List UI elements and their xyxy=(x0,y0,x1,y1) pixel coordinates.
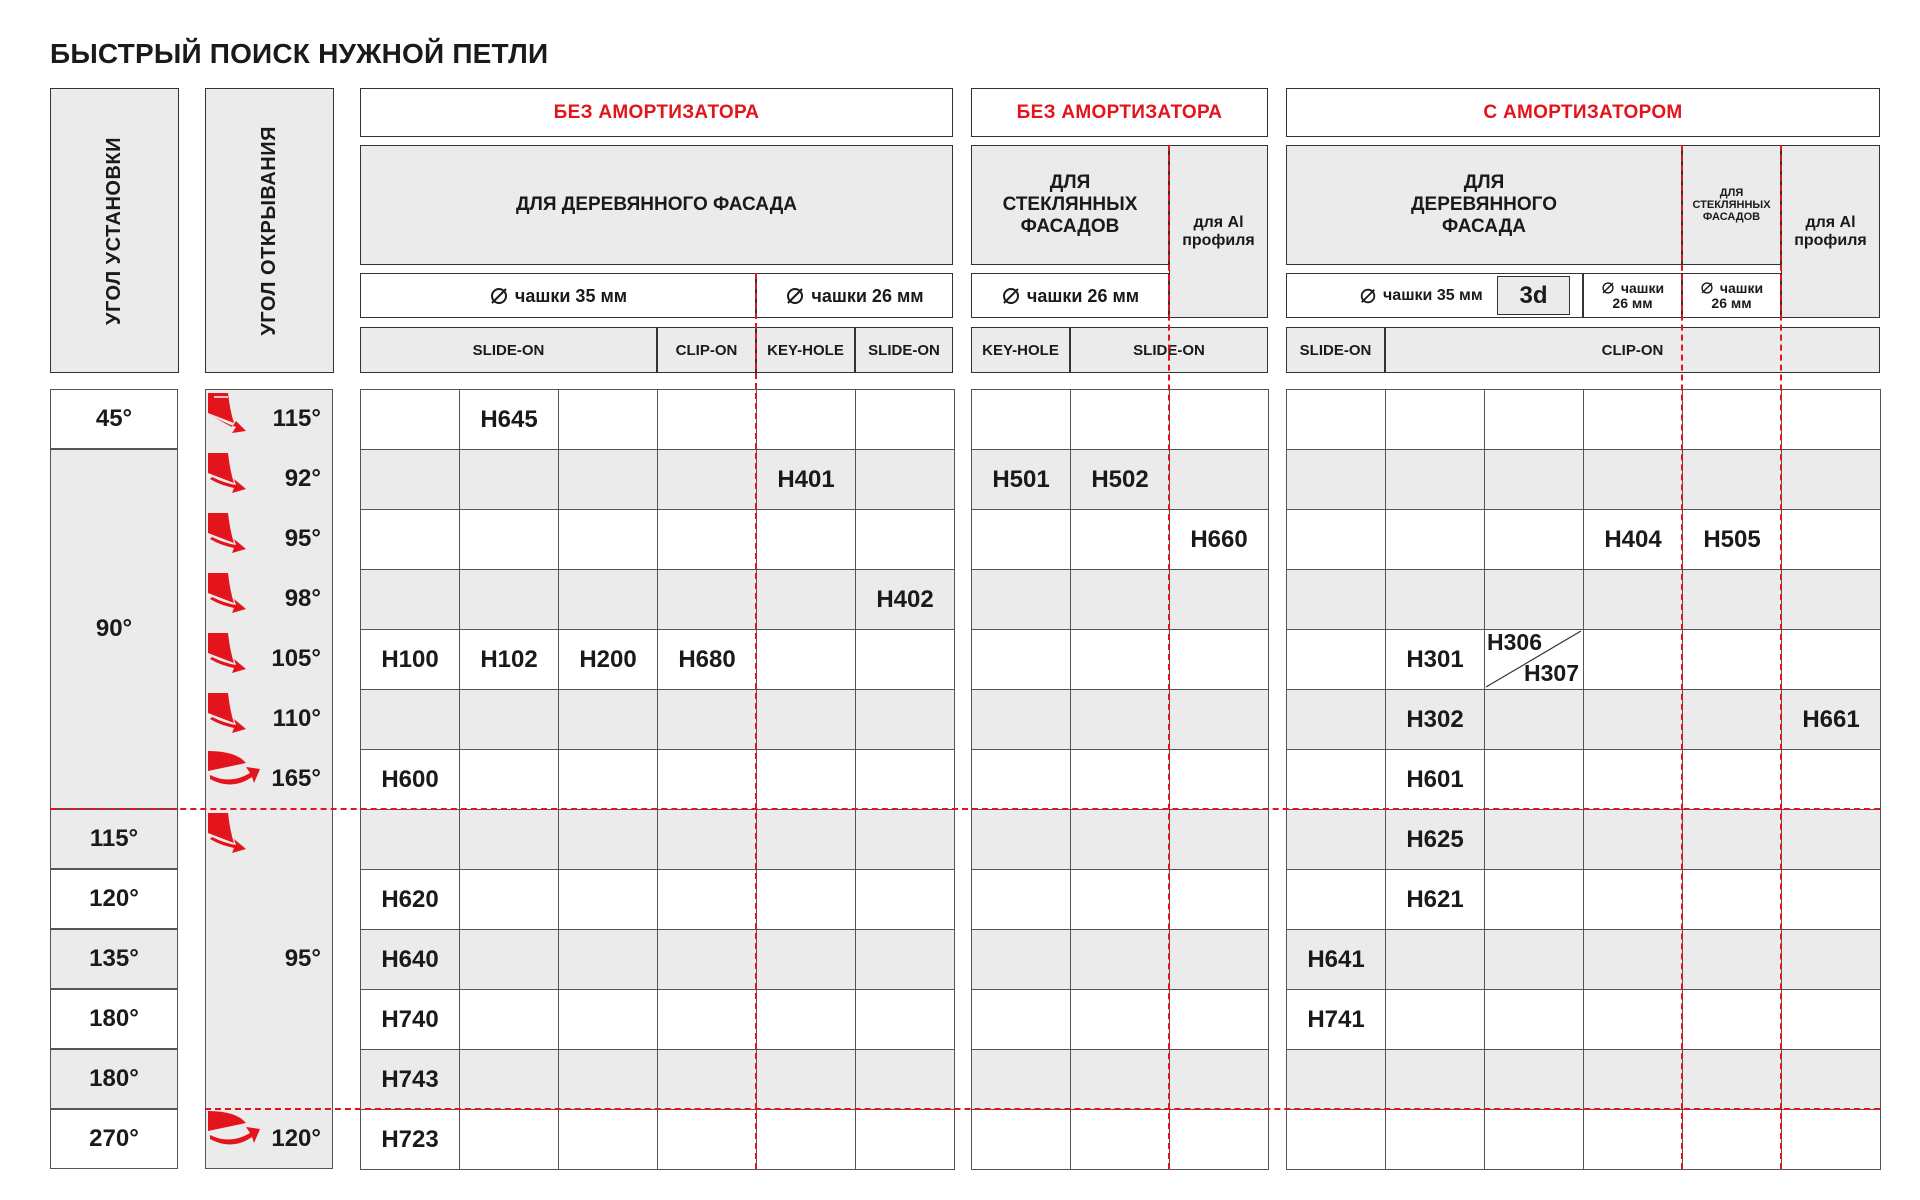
open-angle-120: 120° xyxy=(271,1125,321,1152)
hinge-angle-icon xyxy=(206,451,250,493)
grid-cell xyxy=(971,689,1071,750)
grid-cell xyxy=(971,929,1071,990)
diameter-icon xyxy=(1001,286,1021,306)
hinge-angle-icon xyxy=(206,511,250,553)
page-title: БЫСТРЫЙ ПОИСК НУЖНОЙ ПЕТЛИ xyxy=(50,38,549,69)
open-angle-165: 165° xyxy=(271,765,321,792)
grid-cell xyxy=(1070,749,1170,810)
grid-cell xyxy=(1682,389,1782,450)
grid-cell xyxy=(558,749,658,810)
grid-cell xyxy=(1169,749,1269,810)
grid-cell: H501 xyxy=(971,449,1071,510)
grid-cell xyxy=(1070,389,1170,450)
open-angle-label: УГОЛ ОТКРЫВАНИЯ xyxy=(258,125,280,336)
grid-cell xyxy=(1385,1049,1485,1110)
open-angle-95: 95° xyxy=(284,525,321,552)
grid-cell xyxy=(756,509,856,570)
grid-cell xyxy=(1583,869,1683,930)
grid-cell xyxy=(558,869,658,930)
cell-h306: H306 xyxy=(1487,629,1542,655)
grid-cell: H404 xyxy=(1583,509,1683,570)
separator-line xyxy=(1780,145,1782,1169)
grid-cell xyxy=(1169,389,1269,450)
grid-cell xyxy=(1484,989,1584,1050)
hinge-angle-icon xyxy=(206,631,250,673)
cup26-label: чашки 26 мм xyxy=(811,285,924,306)
grid-cell: H302 xyxy=(1385,689,1485,750)
g3-type-clip-on xyxy=(1385,327,1880,373)
grid-cell xyxy=(1169,449,1269,510)
grid-cell xyxy=(558,809,658,870)
group2-glass xyxy=(971,145,1169,265)
open-angle-105: 105° xyxy=(271,645,321,672)
grid-cell xyxy=(558,689,658,750)
grid-cell xyxy=(657,449,757,510)
grid-cell xyxy=(971,989,1071,1050)
grid-cell xyxy=(971,569,1071,630)
grid-cell xyxy=(1781,809,1881,870)
cup26-line2: 26 мм xyxy=(1711,294,1752,311)
grid-cell xyxy=(1286,509,1386,570)
install-angle-180b: 180° xyxy=(50,1049,178,1109)
grid-cell xyxy=(558,989,658,1050)
grid-cell xyxy=(1286,1049,1386,1110)
group2-label: БЕЗ АМОРТИЗАТОРА xyxy=(1016,101,1223,123)
type-label: KEY-HOLE xyxy=(767,341,844,359)
grid-cell: H641 xyxy=(1286,929,1386,990)
separator-line xyxy=(50,808,1880,810)
grid-cell xyxy=(1781,869,1881,930)
group1-subheader xyxy=(360,145,953,265)
grid-cell xyxy=(657,869,757,930)
grid-cell xyxy=(558,569,658,630)
type-label: CLIP-ON xyxy=(1601,341,1664,359)
grid-cell xyxy=(1583,389,1683,450)
grid-cell xyxy=(657,929,757,990)
grid-cell xyxy=(1583,1109,1683,1170)
install-angle-header xyxy=(50,88,179,373)
group1-cup35 xyxy=(360,273,756,318)
grid-cell xyxy=(558,449,658,510)
grid-cell xyxy=(1682,689,1782,750)
grid-cell xyxy=(756,989,856,1050)
g1-type-slide-on-2 xyxy=(855,327,953,373)
grid-cell xyxy=(1070,689,1170,750)
grid-cell xyxy=(360,569,460,630)
grid-cell xyxy=(1070,929,1170,990)
grid-cell xyxy=(1583,1049,1683,1110)
cup26-label: чашки 26 мм xyxy=(1026,285,1140,306)
group1-cup26 xyxy=(756,273,953,318)
grid-cell xyxy=(1385,389,1485,450)
cup26-line1: чашки xyxy=(1620,279,1665,296)
grid-cell xyxy=(971,869,1071,930)
group3-cup26-b xyxy=(1682,273,1781,318)
grid-cell: H661 xyxy=(1781,689,1881,750)
grid-cell xyxy=(855,809,955,870)
grid-cell xyxy=(1682,569,1782,630)
type-label: SLIDE-ON xyxy=(868,341,940,359)
grid-cell xyxy=(1070,569,1170,630)
grid-cell: H301 xyxy=(1385,629,1485,690)
grid-cell xyxy=(1781,389,1881,450)
grid-cell xyxy=(1484,929,1584,990)
grid-cell: H600 xyxy=(360,749,460,810)
grid-cell xyxy=(1070,509,1170,570)
grid-cell: H740 xyxy=(360,989,460,1050)
hinge-angle-icon xyxy=(206,391,250,433)
hinge-angle-icon xyxy=(206,571,250,613)
cup35-label: чашки 35 мм xyxy=(514,285,628,306)
grid-cell xyxy=(1169,689,1269,750)
grid-cell xyxy=(558,509,658,570)
grid-cell xyxy=(657,1049,757,1110)
group1-header xyxy=(360,88,953,137)
grid-cell: H200 xyxy=(558,629,658,690)
grid-cell xyxy=(1682,989,1782,1050)
group2-cup26 xyxy=(971,273,1169,318)
type-label: KEY-HOLE xyxy=(982,341,1059,359)
grid-cell xyxy=(657,809,757,870)
grid-cell: H601 xyxy=(1385,749,1485,810)
grid-cell xyxy=(756,929,856,990)
grid-cell xyxy=(1286,389,1386,450)
grid-cell xyxy=(1169,1049,1269,1110)
group3-cup26-a xyxy=(1583,273,1682,318)
hinge-angle-icon xyxy=(206,1109,262,1153)
group3-glass xyxy=(1682,145,1781,265)
install-angle-120: 120° xyxy=(50,869,178,929)
grid-cell xyxy=(855,749,955,810)
grid-cell xyxy=(1682,869,1782,930)
cell-h307: H307 xyxy=(1524,660,1579,686)
g1-type-slide-on xyxy=(360,327,657,373)
grid-cell xyxy=(1484,1049,1584,1110)
grid-cell xyxy=(1682,929,1782,990)
grid-cell xyxy=(1286,869,1386,930)
grid-cell xyxy=(756,1049,856,1110)
grid-cell: H402 xyxy=(855,569,955,630)
grid-cell xyxy=(1682,629,1782,690)
grid-cell xyxy=(459,929,559,990)
install-angle-45: 45° xyxy=(50,389,178,449)
grid-cell: H645 xyxy=(459,389,559,450)
grid-cell xyxy=(657,989,757,1050)
grid-cell xyxy=(360,509,460,570)
grid-cell xyxy=(1682,749,1782,810)
open-angle-92: 92° xyxy=(284,465,321,492)
grid-cell xyxy=(360,689,460,750)
grid-cell xyxy=(1385,989,1485,1050)
grid-cell xyxy=(1385,929,1485,990)
grid-cell xyxy=(1484,569,1584,630)
grid-cell xyxy=(855,689,955,750)
badge-3d: 3d xyxy=(1497,276,1570,315)
grid-cell xyxy=(1385,1109,1485,1170)
grid-cell xyxy=(1070,1109,1170,1170)
g1-type-key-hole xyxy=(756,327,855,373)
grid-cell xyxy=(1484,449,1584,510)
type-label: SLIDE-ON xyxy=(1133,341,1205,359)
grid-cell xyxy=(1484,809,1584,870)
g2-type-key-hole xyxy=(971,327,1070,373)
grid-cell xyxy=(1781,1049,1881,1110)
grid-cell: H502 xyxy=(1070,449,1170,510)
grid-cell xyxy=(971,389,1071,450)
install-angle-90: 90° xyxy=(50,449,178,809)
grid-cell xyxy=(657,569,757,630)
grid-cell xyxy=(756,869,856,930)
grid-cell xyxy=(1682,809,1782,870)
grid-cell: H640 xyxy=(360,929,460,990)
open-angle-header xyxy=(205,88,334,373)
grid-cell xyxy=(1484,389,1584,450)
grid-cell xyxy=(1385,569,1485,630)
grid-cell xyxy=(558,389,658,450)
grid-cell xyxy=(1682,449,1782,510)
grid-cell xyxy=(1682,1109,1782,1170)
grid-cell xyxy=(855,989,955,1050)
grid-cell xyxy=(360,449,460,510)
grid-cell xyxy=(1583,749,1683,810)
g3-type-slide-on xyxy=(1286,327,1385,373)
grid-cell xyxy=(855,629,955,690)
grid-cell xyxy=(558,1109,658,1170)
grid-cell xyxy=(1781,449,1881,510)
grid-cell xyxy=(1286,569,1386,630)
grid-cell xyxy=(855,869,955,930)
grid-cell xyxy=(1781,569,1881,630)
grid-cell xyxy=(1781,629,1881,690)
open-angle-98: 98° xyxy=(284,585,321,612)
grid-cell xyxy=(756,749,856,810)
grid-cell xyxy=(1484,1109,1584,1170)
grid-cell xyxy=(657,749,757,810)
grid-cell xyxy=(459,809,559,870)
grid-cell xyxy=(1682,1049,1782,1110)
grid-cell xyxy=(971,1049,1071,1110)
diameter-icon xyxy=(1601,281,1615,295)
cup26-line2: 26 мм xyxy=(1612,294,1653,311)
grid-cell xyxy=(1286,809,1386,870)
group2-glass-label: ДЛЯ СТЕКЛЯННЫХ ФАСАДОВ xyxy=(1002,172,1138,237)
grid-cell: H102 xyxy=(459,629,559,690)
grid-cell xyxy=(1385,509,1485,570)
grid-cell: H660 xyxy=(1169,509,1269,570)
group3-glass-label: ДЛЯ СТЕКЛЯННЫХ ФАСАДОВ xyxy=(1692,187,1771,223)
grid-cell: H741 xyxy=(1286,989,1386,1050)
grid-cell xyxy=(459,689,559,750)
group1-wood-label: ДЛЯ ДЕРЕВЯННОГО ФАСАДА xyxy=(516,194,797,215)
diameter-icon xyxy=(1700,281,1714,295)
grid-cell xyxy=(657,509,757,570)
hinge-angle-icon xyxy=(206,811,250,853)
grid-cell xyxy=(1583,809,1683,870)
group3-wood-label: ДЛЯ ДЕРЕВЯННОГО ФАСАДА xyxy=(1411,172,1557,237)
grid-cell xyxy=(1286,1109,1386,1170)
grid-cell: H723 xyxy=(360,1109,460,1170)
separator-line xyxy=(755,273,757,1169)
grid-cell xyxy=(360,809,460,870)
open-angle-110: 110° xyxy=(272,705,321,732)
grid-cell xyxy=(1286,749,1386,810)
open-angle-95b: 95° xyxy=(284,945,321,972)
grid-cell xyxy=(1781,929,1881,990)
grid-cell xyxy=(459,989,559,1050)
grid-cell: H505 xyxy=(1682,509,1782,570)
grid-cell xyxy=(1286,449,1386,510)
grid-cell xyxy=(657,689,757,750)
grid-cell xyxy=(971,629,1071,690)
grid-cell xyxy=(756,1109,856,1170)
grid-cell xyxy=(459,749,559,810)
grid-cell: H620 xyxy=(360,869,460,930)
grid-cell xyxy=(971,1109,1071,1170)
grid-cell xyxy=(1169,989,1269,1050)
grid-cell: H621 xyxy=(1385,869,1485,930)
type-label: SLIDE-ON xyxy=(472,341,545,359)
grid-cell xyxy=(459,1109,559,1170)
grid-cell: H743 xyxy=(360,1049,460,1110)
install-angle-label: УГОЛ УСТАНОВКИ xyxy=(103,136,125,325)
grid-cell xyxy=(1583,449,1683,510)
grid-cell xyxy=(756,689,856,750)
grid-cell: H625 xyxy=(1385,809,1485,870)
grid-cell xyxy=(1583,689,1683,750)
grid-cell xyxy=(1583,989,1683,1050)
separator-line xyxy=(1681,145,1683,1169)
grid-cell xyxy=(1781,1109,1881,1170)
grid-cell: H401 xyxy=(756,449,856,510)
diameter-icon xyxy=(785,286,805,306)
grid-cell xyxy=(657,1109,757,1170)
grid-cell xyxy=(1286,629,1386,690)
diameter-icon xyxy=(489,286,509,306)
grid-cell xyxy=(756,389,856,450)
grid-cell xyxy=(1169,809,1269,870)
cup35-label: чашки 35 мм xyxy=(1383,286,1483,304)
grid-cell xyxy=(558,929,658,990)
install-angle-180: 180° xyxy=(50,989,178,1049)
grid-cell xyxy=(1484,509,1584,570)
diameter-icon xyxy=(1359,287,1377,305)
grid-cell xyxy=(1070,869,1170,930)
grid-cell xyxy=(855,929,955,990)
grid-cell xyxy=(1484,689,1584,750)
grid-cell xyxy=(1583,929,1683,990)
grid-cell xyxy=(1781,749,1881,810)
grid-cell xyxy=(855,449,955,510)
grid-cell xyxy=(360,389,460,450)
grid-cell: H100 xyxy=(360,629,460,690)
grid-cell xyxy=(1169,629,1269,690)
grid-cell xyxy=(1070,1049,1170,1110)
grid-cell xyxy=(657,389,757,450)
grid-cell xyxy=(459,449,559,510)
type-label: SLIDE-ON xyxy=(1299,341,1372,359)
grid-cell: H680 xyxy=(657,629,757,690)
type-label: CLIP-ON xyxy=(675,341,738,359)
grid-cell xyxy=(756,629,856,690)
grid-cell xyxy=(1781,989,1881,1050)
group1-label: БЕЗ АМОРТИЗАТОРА xyxy=(553,101,760,123)
hinge-angle-icon xyxy=(206,691,250,733)
group2-al xyxy=(1169,145,1268,318)
grid-cell xyxy=(1781,509,1881,570)
grid-cell xyxy=(1169,569,1269,630)
open-angle-115: 115° xyxy=(272,405,321,432)
separator-line xyxy=(205,1108,1880,1110)
install-angle-270: 270° xyxy=(50,1109,178,1169)
grid-cell xyxy=(1484,869,1584,930)
grid-cell xyxy=(756,569,856,630)
grid-cell xyxy=(855,1049,955,1110)
grid-cell xyxy=(1169,869,1269,930)
grid-cell xyxy=(459,1049,559,1110)
group3-label: С АМОРТИЗАТОРОМ xyxy=(1483,101,1683,123)
install-angle-135: 135° xyxy=(50,929,178,989)
grid-cell xyxy=(1583,569,1683,630)
grid-cell xyxy=(971,509,1071,570)
grid-cell xyxy=(971,809,1071,870)
grid-cell xyxy=(459,509,559,570)
grid-cell xyxy=(1070,629,1170,690)
grid-cell xyxy=(459,569,559,630)
grid-cell xyxy=(459,869,559,930)
g1-type-clip-on xyxy=(657,327,756,373)
grid-cell xyxy=(855,509,955,570)
cup26-line1: чашки xyxy=(1719,279,1764,296)
grid-cell xyxy=(971,749,1071,810)
grid-cell xyxy=(855,1109,955,1170)
group3-al xyxy=(1781,145,1880,318)
grid-cell xyxy=(1484,749,1584,810)
group3-wood xyxy=(1286,145,1682,265)
grid-cell xyxy=(1385,449,1485,510)
grid-cell xyxy=(756,809,856,870)
grid-cell xyxy=(558,1049,658,1110)
grid-cell xyxy=(1286,689,1386,750)
grid-cell xyxy=(1169,929,1269,990)
grid-cell xyxy=(1070,809,1170,870)
group3-al-label: для Al профиля xyxy=(1794,213,1867,249)
group2-al-label: для Al профиля xyxy=(1182,213,1255,249)
hinge-angle-icon xyxy=(206,749,262,793)
group3-header xyxy=(1286,88,1880,137)
group2-header xyxy=(971,88,1268,137)
separator-line xyxy=(1168,145,1170,1169)
grid-cell xyxy=(1169,1109,1269,1170)
grid-cell xyxy=(1070,989,1170,1050)
grid-cell xyxy=(855,389,955,450)
install-angle-115: 115° xyxy=(50,809,178,869)
grid-cell xyxy=(1583,629,1683,690)
